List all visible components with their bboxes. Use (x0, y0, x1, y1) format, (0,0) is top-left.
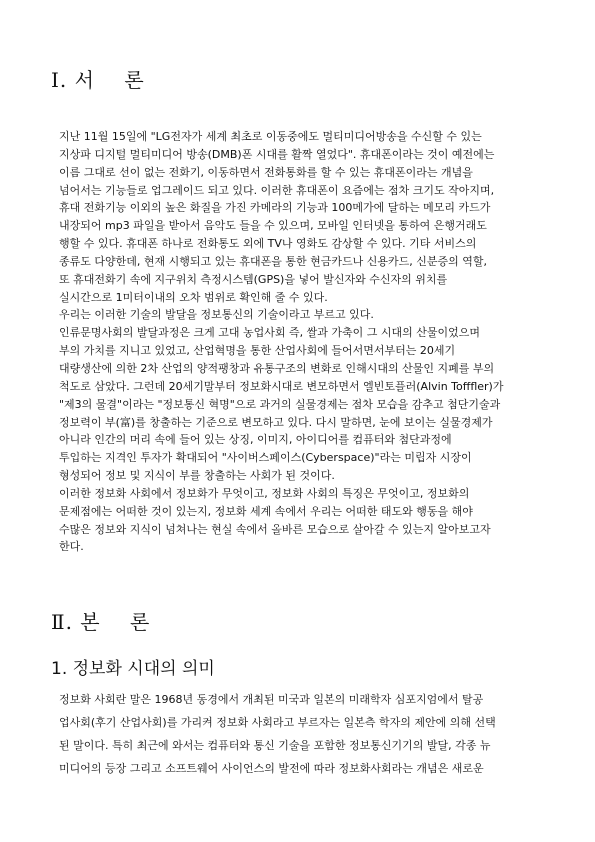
body-line: "제3의 물결"이라는 "정보통신 혁명"으로 과거의 실물경제는 점차 모습을 감추고 첨단기술과 (59, 397, 501, 411)
body-line: 한다. (59, 540, 84, 554)
body-line: 종류도 다양한데, 현재 시행되고 있는 휴대폰을 통한 현금카드나 신용카드, 신분증의 역할, (59, 254, 487, 268)
body-line: 업사회(후기 산업사회)를 가리켜 정보화 사회라고 부르자는 일본측 학자의 제안에 의해 선택 (59, 716, 496, 729)
body-line: 내장되어 mp3 파일을 받아서 음악도 들을 수 있으며, 모바일 인터넷을 통하여 은행거래도 (59, 219, 487, 233)
body-line: 정보력이 부(富)를 창출하는 기준으로 변모하고 있다. 다시 말하면, 눈에 보이는 실물경제가 (59, 415, 493, 429)
body-line: 척도로 삼았다. 그런데 20세기말부터 정보화시대로 변모하면서 엘빈토플러(Alvin Tofffler)가 (59, 379, 504, 393)
body-line: 지상파 디지털 멀티미디어 방송(DMB)폰 시대를 활짝 열었다". 휴대폰이라는 것이 예전에는 (59, 147, 495, 161)
body-line: 지난 11월 15일에 "LG전자가 세계 최초로 이동중에도 멀티미디어방송을 수신할 수 있는 (59, 130, 482, 143)
section-1-heading: Ⅰ. 서 론 (51, 68, 145, 92)
body-line: 실시간으로 1미터이내의 오차 범위로 확인해 줄 수 있다. (59, 290, 328, 304)
body-line: 넘어서는 기능들로 업그레이드 되고 있다. 이러한 휴대폰이 요즘에는 점차 크기도 작아지며, (59, 183, 495, 197)
body-line: 수많은 정보와 지식이 넘쳐나는 현실 속에서 올바른 모습으로 살아갈 수 있는지 알아보고자 (59, 522, 491, 536)
body-line: 투입하는 지격인 투자가 확대되어 "사이버스페이스(Cyberspace)"라는 미립자 시장이 (59, 451, 472, 465)
body-line: 된 말이다. 특히 최근에 와서는 컴퓨터와 통신 기술을 포함한 정보통신기기의 발달, 각종 뉴 (59, 739, 491, 752)
body-line: 미디어의 등장 그리고 소프트웨어 사이언스의 발전에 따라 정보화사회라는 개념은 새로운 (59, 762, 484, 775)
body-line: 또 휴대전화기 속에 지구위치 측정시스템(GPS)을 넣어 발신자와 수신자의 위치를 (59, 272, 448, 286)
section-2-body (59, 688, 539, 780)
body-line: 정보화 사회란 말은 1968년 동경에서 개최된 미국과 일본의 미래학자 심포지엄에서 탈공 (59, 693, 484, 706)
body-line: 인류문명사회의 발달과정은 크게 고대 농업사회 즉, 쌀과 가축이 그 시대의 산물이었으며 (59, 326, 480, 340)
body-line: 휴대 전화기능 이외의 높은 화질을 가진 카메라의 기능과 100메가에 달하는 메모리 카드가 (59, 201, 491, 215)
section-1-body (59, 128, 539, 556)
body-line: 이러한 정보화 사회에서 정보화가 무엇이고, 정보화 사회의 특징은 무엇이고, 정보화의 (59, 486, 470, 500)
body-line: 행할 수 있다. 휴대폰 하나로 전화통도 외에 TV나 영화도 감상할 수 있다. 기타 서비스의 (59, 237, 477, 251)
section-2-heading: Ⅱ. 본 론 (51, 610, 151, 634)
body-line: 형성되어 정보 및 지식이 부를 창출하는 사회가 된 것이다. (59, 469, 335, 483)
body-line: 우리는 이러한 기술의 발달을 정보통신의 기술이라고 부르고 있다. (59, 308, 374, 322)
body-line: 문제점에는 어떠한 것이 있는지, 정보화 세계 속에서 우리는 어떠한 태도와 행동을 해야 (59, 504, 473, 518)
body-line: 아니라 인간의 머리 속에 들어 있는 상징, 이미지, 아이디어를 컴퓨터와 첨단과정에 (59, 433, 452, 447)
section-2-subheading: 1. 정보화 시대의 의미 (51, 659, 215, 679)
body-line: 대량생산에 의한 2차 산업의 양적팽창과 유통구조의 변화로 인해시대의 산물인 지폐를 부의 (59, 361, 495, 375)
body-line: 부의 가치를 지니고 있었고, 산업혁명을 통한 산업사회에 들어서면서부터는 20세기 (59, 344, 456, 358)
body-line: 이름 그대로 선이 없는 전화기, 이동하면서 전화통화를 할 수 있는 휴대폰이라는 개념을 (59, 165, 473, 179)
